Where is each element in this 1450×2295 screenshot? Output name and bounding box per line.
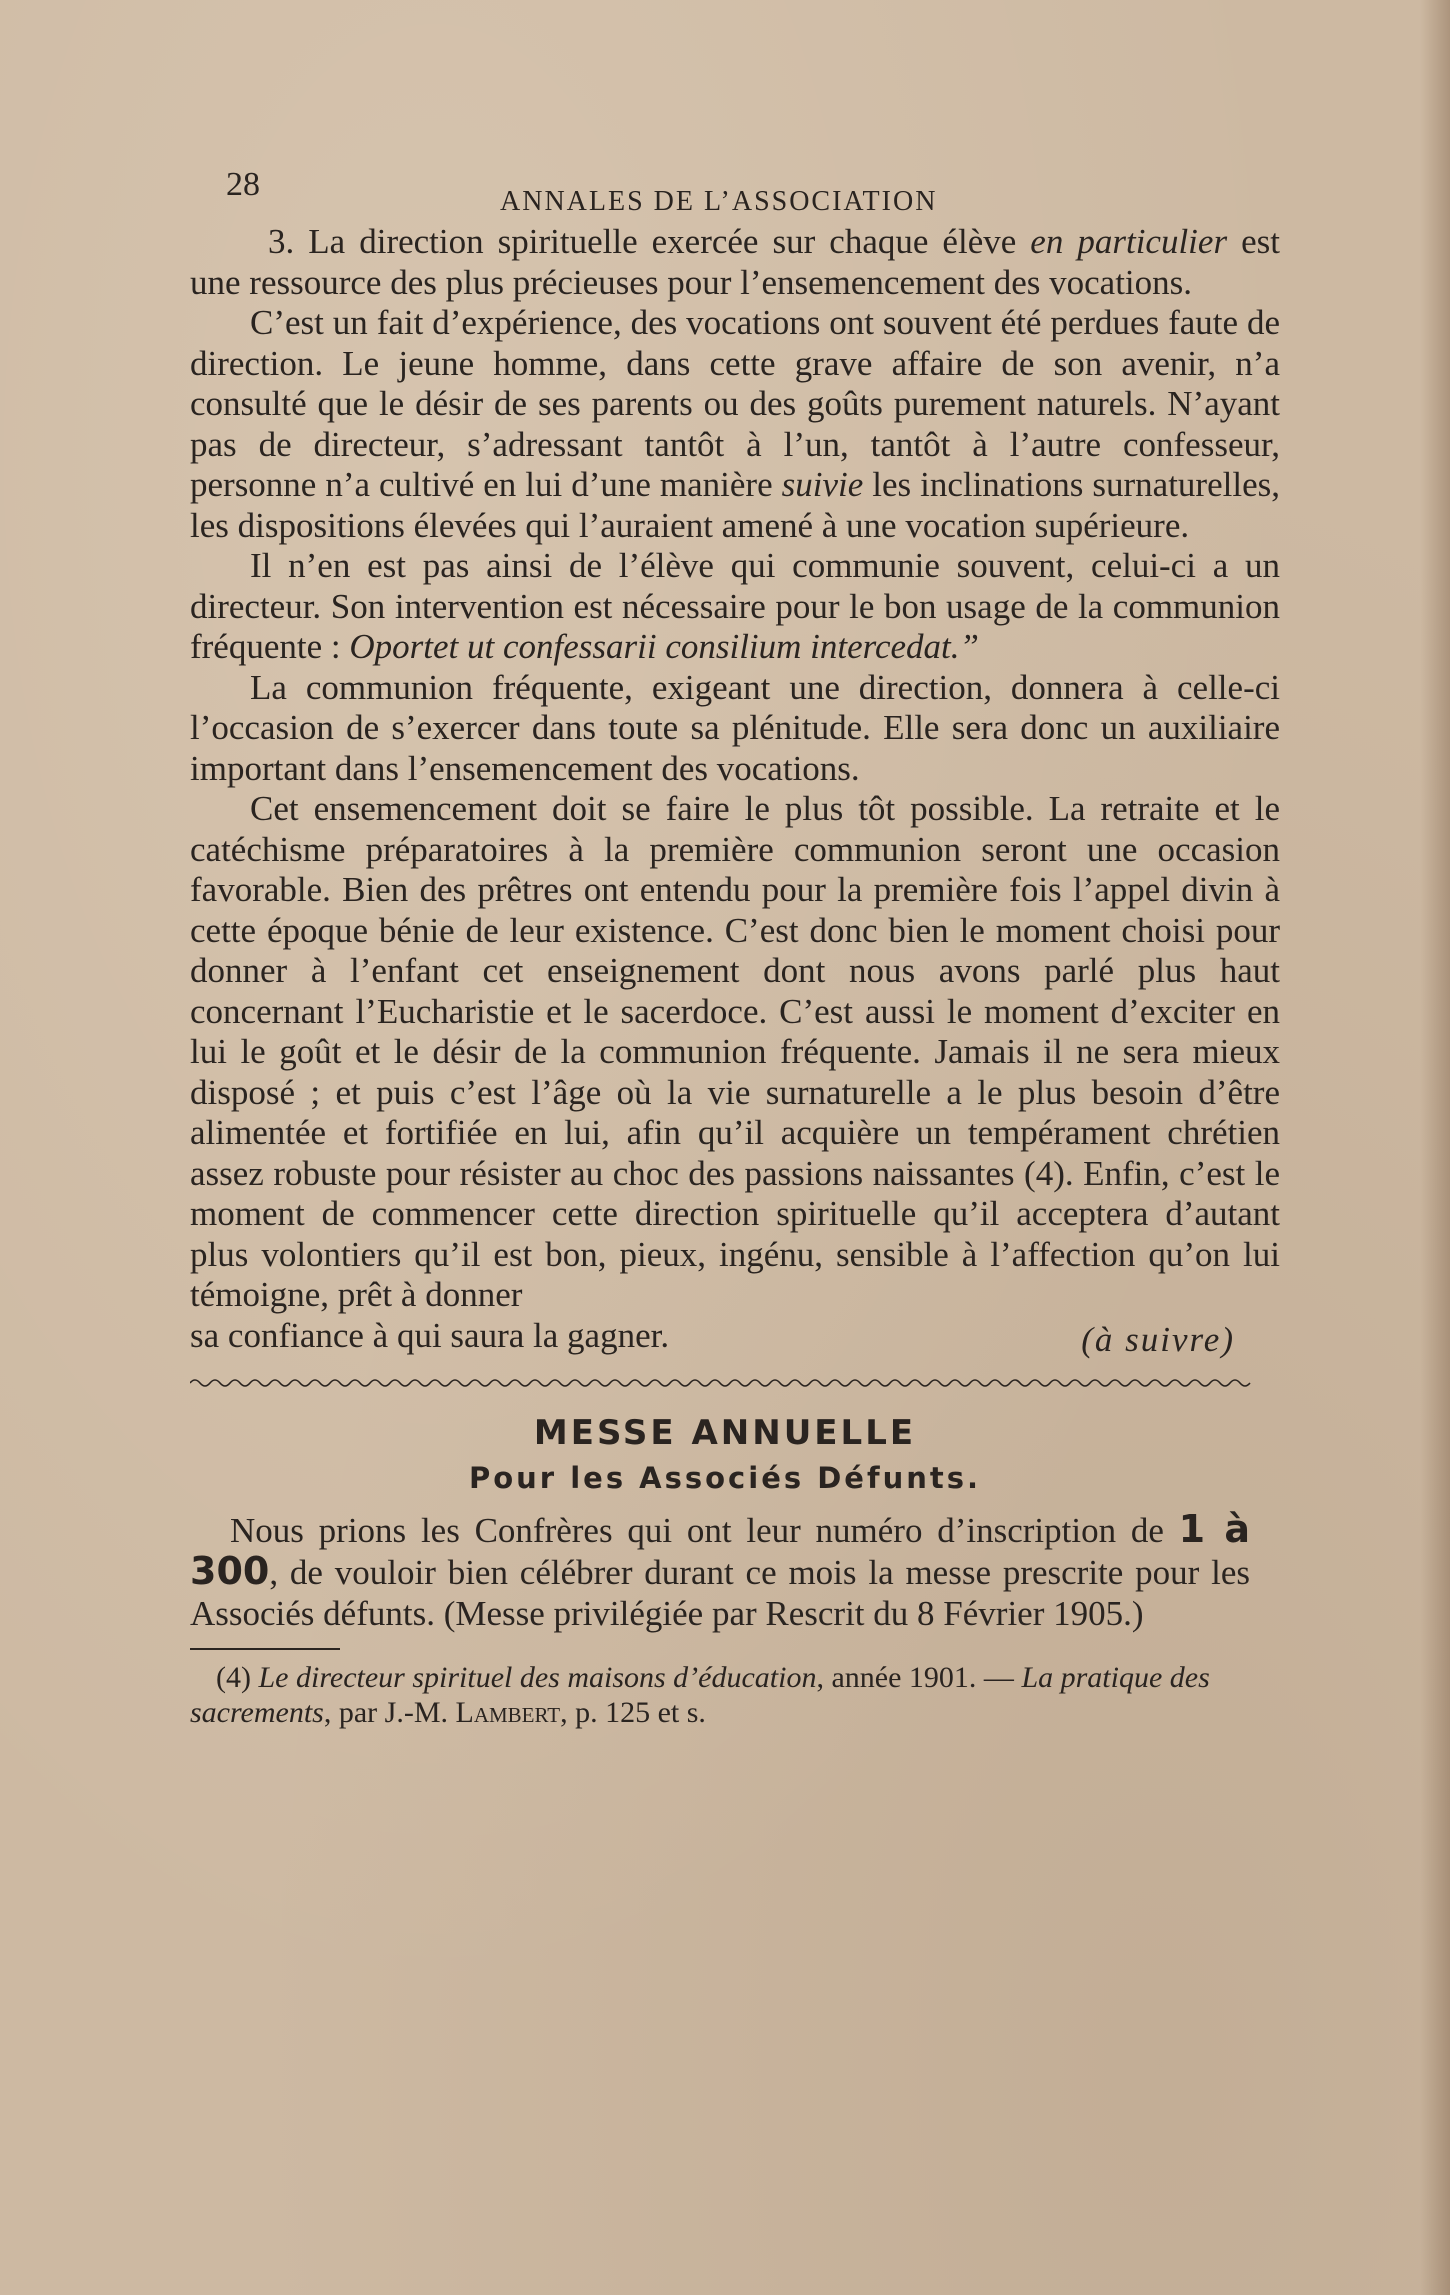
- running-head: ANNALES DE L’ASSOCIATION: [500, 186, 938, 217]
- registration-range: 1 à 300: [190, 1506, 1251, 1593]
- page-content: [190, 160, 1280, 1760]
- footnote-author: Lambert: [455, 1696, 561, 1729]
- paragraph-eleve-communie: [190, 546, 1280, 668]
- announcement-text: , de vouloir bien célébrer durant ce mois la messe prescrite pour les Associés défunts. (Messe privilégiée par Rescrit du 8 Février 1905.): [190, 1553, 1250, 1633]
- paragraph-last-line: sa confiance à qui saura la gagner.: [190, 1315, 670, 1355]
- footnote-rule: [190, 1648, 340, 1650]
- mass-title: MESSE ANNUELLE: [533, 1412, 917, 1453]
- paragraph-text: 3. La direction spirituelle exercée sur chaque élève: [268, 222, 1031, 261]
- paragraph-direction-spirituelle: [190, 222, 1280, 303]
- emphasis-text: suivie: [781, 465, 864, 504]
- footnote-number: (4): [216, 1661, 259, 1694]
- wavy-divider: [190, 1376, 1260, 1390]
- mass-announcement: [190, 1506, 1251, 1635]
- footnote-text: , par J.-M.: [323, 1696, 456, 1729]
- footnote-title: Le directeur spirituel des maisons d’éducation: [258, 1661, 817, 1694]
- paragraph-ensemencement: Cet ensemencement doit se faire le plus tôt possible. La retraite et le catéchisme préparatoires à la première communion seront une occasion favorable. Bien des prêtres ont entendu pour la première fois l’appel divin à cette époque bénie de leur existence. C’est donc bien le moment choisi pour donner à l’enfant cet enseignement dont nous avons parlé plus haut concernant l’Eucharistie et le sacerdoce. C’est aussi le moment d’exciter en lui le goût et le désir de la communion fréquente. Jamais il ne sera mieux disposé ; et puis c’est l’âge où la vie surnaturelle a le plus besoin d’être alimentée et fortifiée en lui, afin qu’il acquière un tempérament chrétien assez robuste pour résister au choc des passions naissantes (4). Enfin, c’est le moment de commencer cette direction spirituelle qu’il acceptera d’autant plus volontiers qu’il est bon, pieux, ingénu, sensible à l’affection qu’on lui témoigne, prêt à donner: [190, 789, 1280, 1314]
- paragraph-text: les inclinations surnaturelles, les dispositions élevées qui l’auraient amené à une vocation supérieure.: [190, 465, 1280, 545]
- page-edge-shadow: [1420, 0, 1450, 2295]
- paragraph-text: est une ressource des plus précieuses pour l’ensemencement des vocations.: [190, 222, 1280, 302]
- final-line: [190, 1315, 1280, 1359]
- paragraph-text: Il n’en est pas ainsi de l’élève qui communie souvent, celui-ci a un directeur. Son intervention est nécessaire pour le bon usage de la communion fréquente :: [190, 546, 1280, 666]
- to-be-continued: (à suivre): [1081, 1319, 1235, 1359]
- footnote-text: , année 1901. —: [816, 1661, 1022, 1694]
- page-header: [190, 160, 1280, 220]
- paragraph-experience: [190, 303, 1280, 546]
- latin-quote: Oportet ut confessarii consilium intercedat.”: [349, 627, 979, 666]
- footnote-text: , p. 125 et s.: [560, 1696, 706, 1729]
- paragraph-communion-frequente: La communion fréquente, exigeant une direction, donnera à celle-ci l’occasion de s’exercer dans toute sa plénitude. Elle sera donc un auxiliaire important dans l’ensemencement des vocations.: [190, 667, 1280, 788]
- emphasis-text: en particulier: [1030, 222, 1228, 261]
- footnote-title: La pratique des sacrements: [190, 1661, 1210, 1729]
- footnote: [190, 1660, 1240, 1730]
- paragraph-text: C’est un fait d’expérience, des vocations ont souvent été perdues faute de direction. Le jeune homme, dans cette grave affaire de son avenir, n’a consulté que le désir de ses parents ou des goûts purement naturels. N’ayant pas de directeur, s’adressant tantôt à l’un, tantôt à l’autre confesseur, personne n’a cultivé en lui d’une manière: [190, 303, 1280, 504]
- announcement-text: Nous prions les Confrères qui ont leur numéro d’inscription de: [230, 1510, 1179, 1550]
- page-number: 28: [226, 166, 260, 203]
- mass-subtitle: Pour les Associés Défunts.: [468, 1460, 982, 1495]
